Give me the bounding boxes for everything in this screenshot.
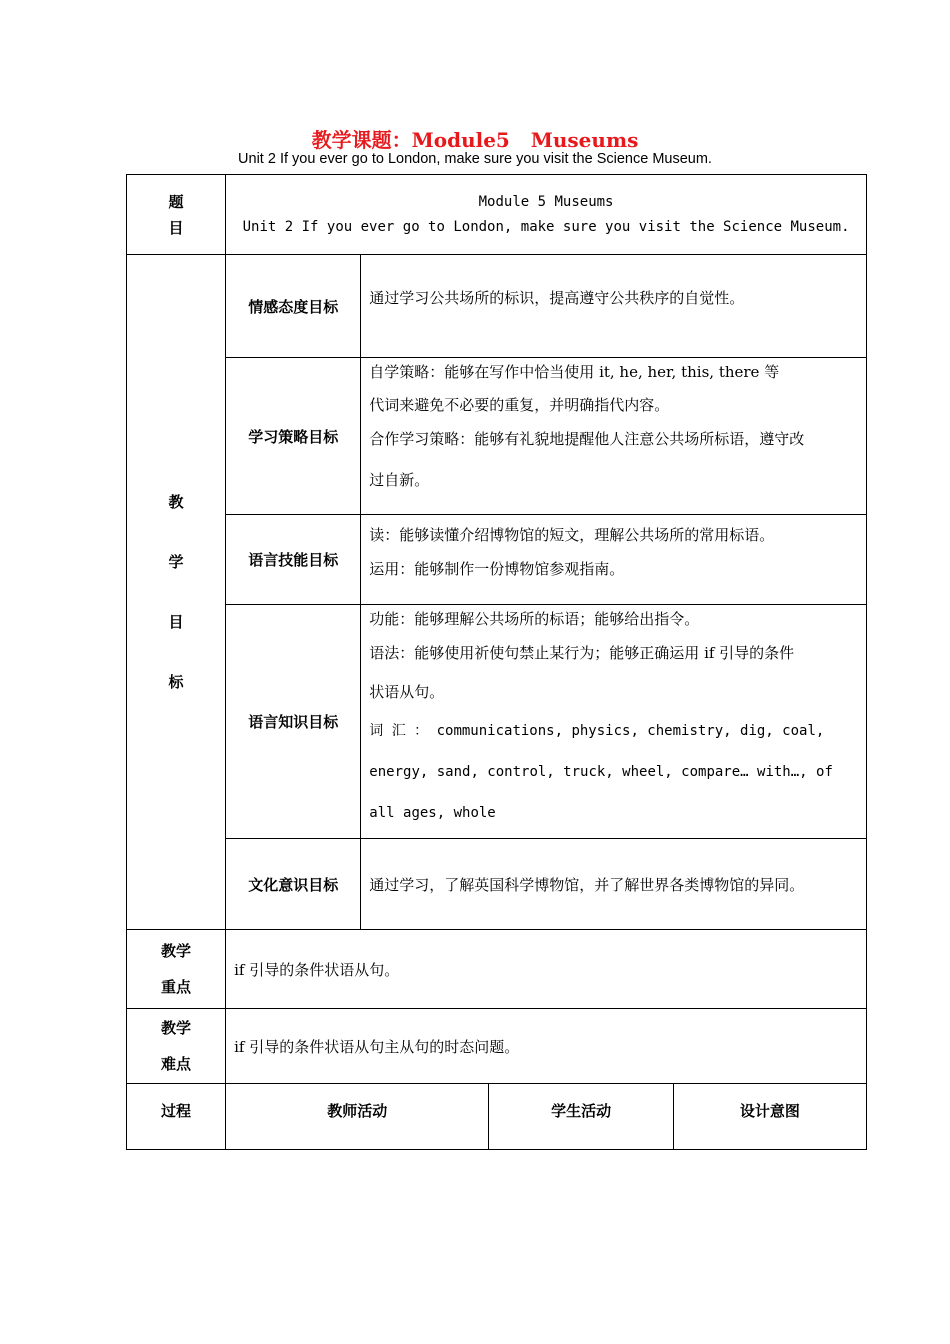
goals-label-char2: 学 (168, 553, 184, 571)
key-point-label-line2: 重点 (161, 978, 192, 996)
goals-label-char4: 标 (168, 673, 184, 691)
topic-row (127, 175, 867, 255)
difficulty-row (127, 1009, 867, 1084)
goal-line: 合作学习策略：能够有礼貌地提醒他人注意公共场所标语，遵守改 (369, 430, 805, 448)
topic-value-line2: Unit 2 If you ever go to London, make sure you visit the Science Museum. (242, 218, 850, 235)
goal-line: 状语从句。 (369, 683, 445, 701)
goals-label (127, 255, 226, 930)
goal-content (361, 515, 867, 605)
goal-row-culture (127, 839, 867, 930)
goal-line: 代词来避免不必要的重复，并明确指代内容。 (369, 396, 670, 414)
goal-name: 学习策略目标 (226, 358, 361, 515)
goal-content (361, 255, 867, 358)
topic-label (127, 175, 226, 255)
goal-content (361, 605, 867, 839)
goal-content (361, 358, 867, 515)
lesson-plan-table (126, 174, 867, 1150)
goal-row-strategy (127, 358, 867, 515)
difficulty-label (127, 1009, 226, 1084)
goal-line: 读：能够读懂介绍博物馆的短文，理解公共场所的常用标语。 (369, 526, 775, 544)
lesson-subtitle: Unit 2 If you ever go to London, make sure you visit the Science Museum. (238, 151, 712, 167)
process-label: 过程 (127, 1084, 226, 1150)
goal-name: 语言知识目标 (226, 605, 361, 839)
goal-line: 过自新。 (369, 471, 430, 489)
process-row (127, 1084, 867, 1150)
student-activity-header: 学生活动 (489, 1084, 673, 1150)
goal-line: energy, sand, control, truck, wheel, compare… with…, of (369, 764, 833, 780)
topic-label-line2: 目 (168, 218, 184, 237)
goal-line: 自学策略：能够在写作中恰当使用 it, he, her, this, there 等 (369, 363, 780, 381)
goals-label-char1: 教 (168, 493, 184, 511)
goal-row-skills (127, 515, 867, 605)
topic-value (226, 175, 867, 255)
goal-name: 文化意识目标 (226, 839, 361, 930)
goal-line: 语法：能够使用祈使句禁止某行为；能够正确运用 if 引导的条件 (369, 644, 795, 662)
difficulty-value: if 引导的条件状语从句主从句的时态问题。 (226, 1009, 867, 1084)
goal-line: all ages, whole (369, 805, 496, 821)
goals-label-char3: 目 (168, 613, 184, 631)
goal-line: 词 汇 ： communications, physics, chemistry, dig, coal, (369, 723, 825, 739)
goal-line: 功能：能够理解公共场所的标语；能够给出指令。 (369, 610, 700, 628)
topic-value-line1: Module 5 Museums (478, 193, 614, 210)
key-point-label (127, 930, 226, 1009)
teacher-activity-header: 教师活动 (226, 1084, 489, 1150)
difficulty-label-line1: 教学 (161, 1019, 192, 1037)
goal-row-affective (127, 255, 867, 358)
design-intent-header: 设计意图 (673, 1084, 866, 1150)
goal-row-knowledge (127, 605, 867, 839)
key-point-row (127, 930, 867, 1009)
key-point-label-line1: 教学 (161, 942, 192, 960)
key-point-value: if 引导的条件状语从句。 (226, 930, 867, 1009)
difficulty-label-line2: 难点 (161, 1055, 192, 1073)
topic-label-line1: 题 (168, 192, 184, 211)
goal-line: 运用：能够制作一份博物馆参观指南。 (369, 560, 625, 578)
goal-name: 语言技能目标 (226, 515, 361, 605)
goal-name: 情感态度目标 (226, 255, 361, 358)
lesson-title: 教学课题：Module5 Museums (311, 128, 639, 152)
goal-content (361, 839, 867, 930)
goal-line: 通过学习公共场所的标识，提高遵守公共秩序的自觉性。 (369, 289, 745, 307)
goal-line: 通过学习，了解英国科学博物馆，并了解世界各类博物馆的异同。 (369, 875, 805, 894)
